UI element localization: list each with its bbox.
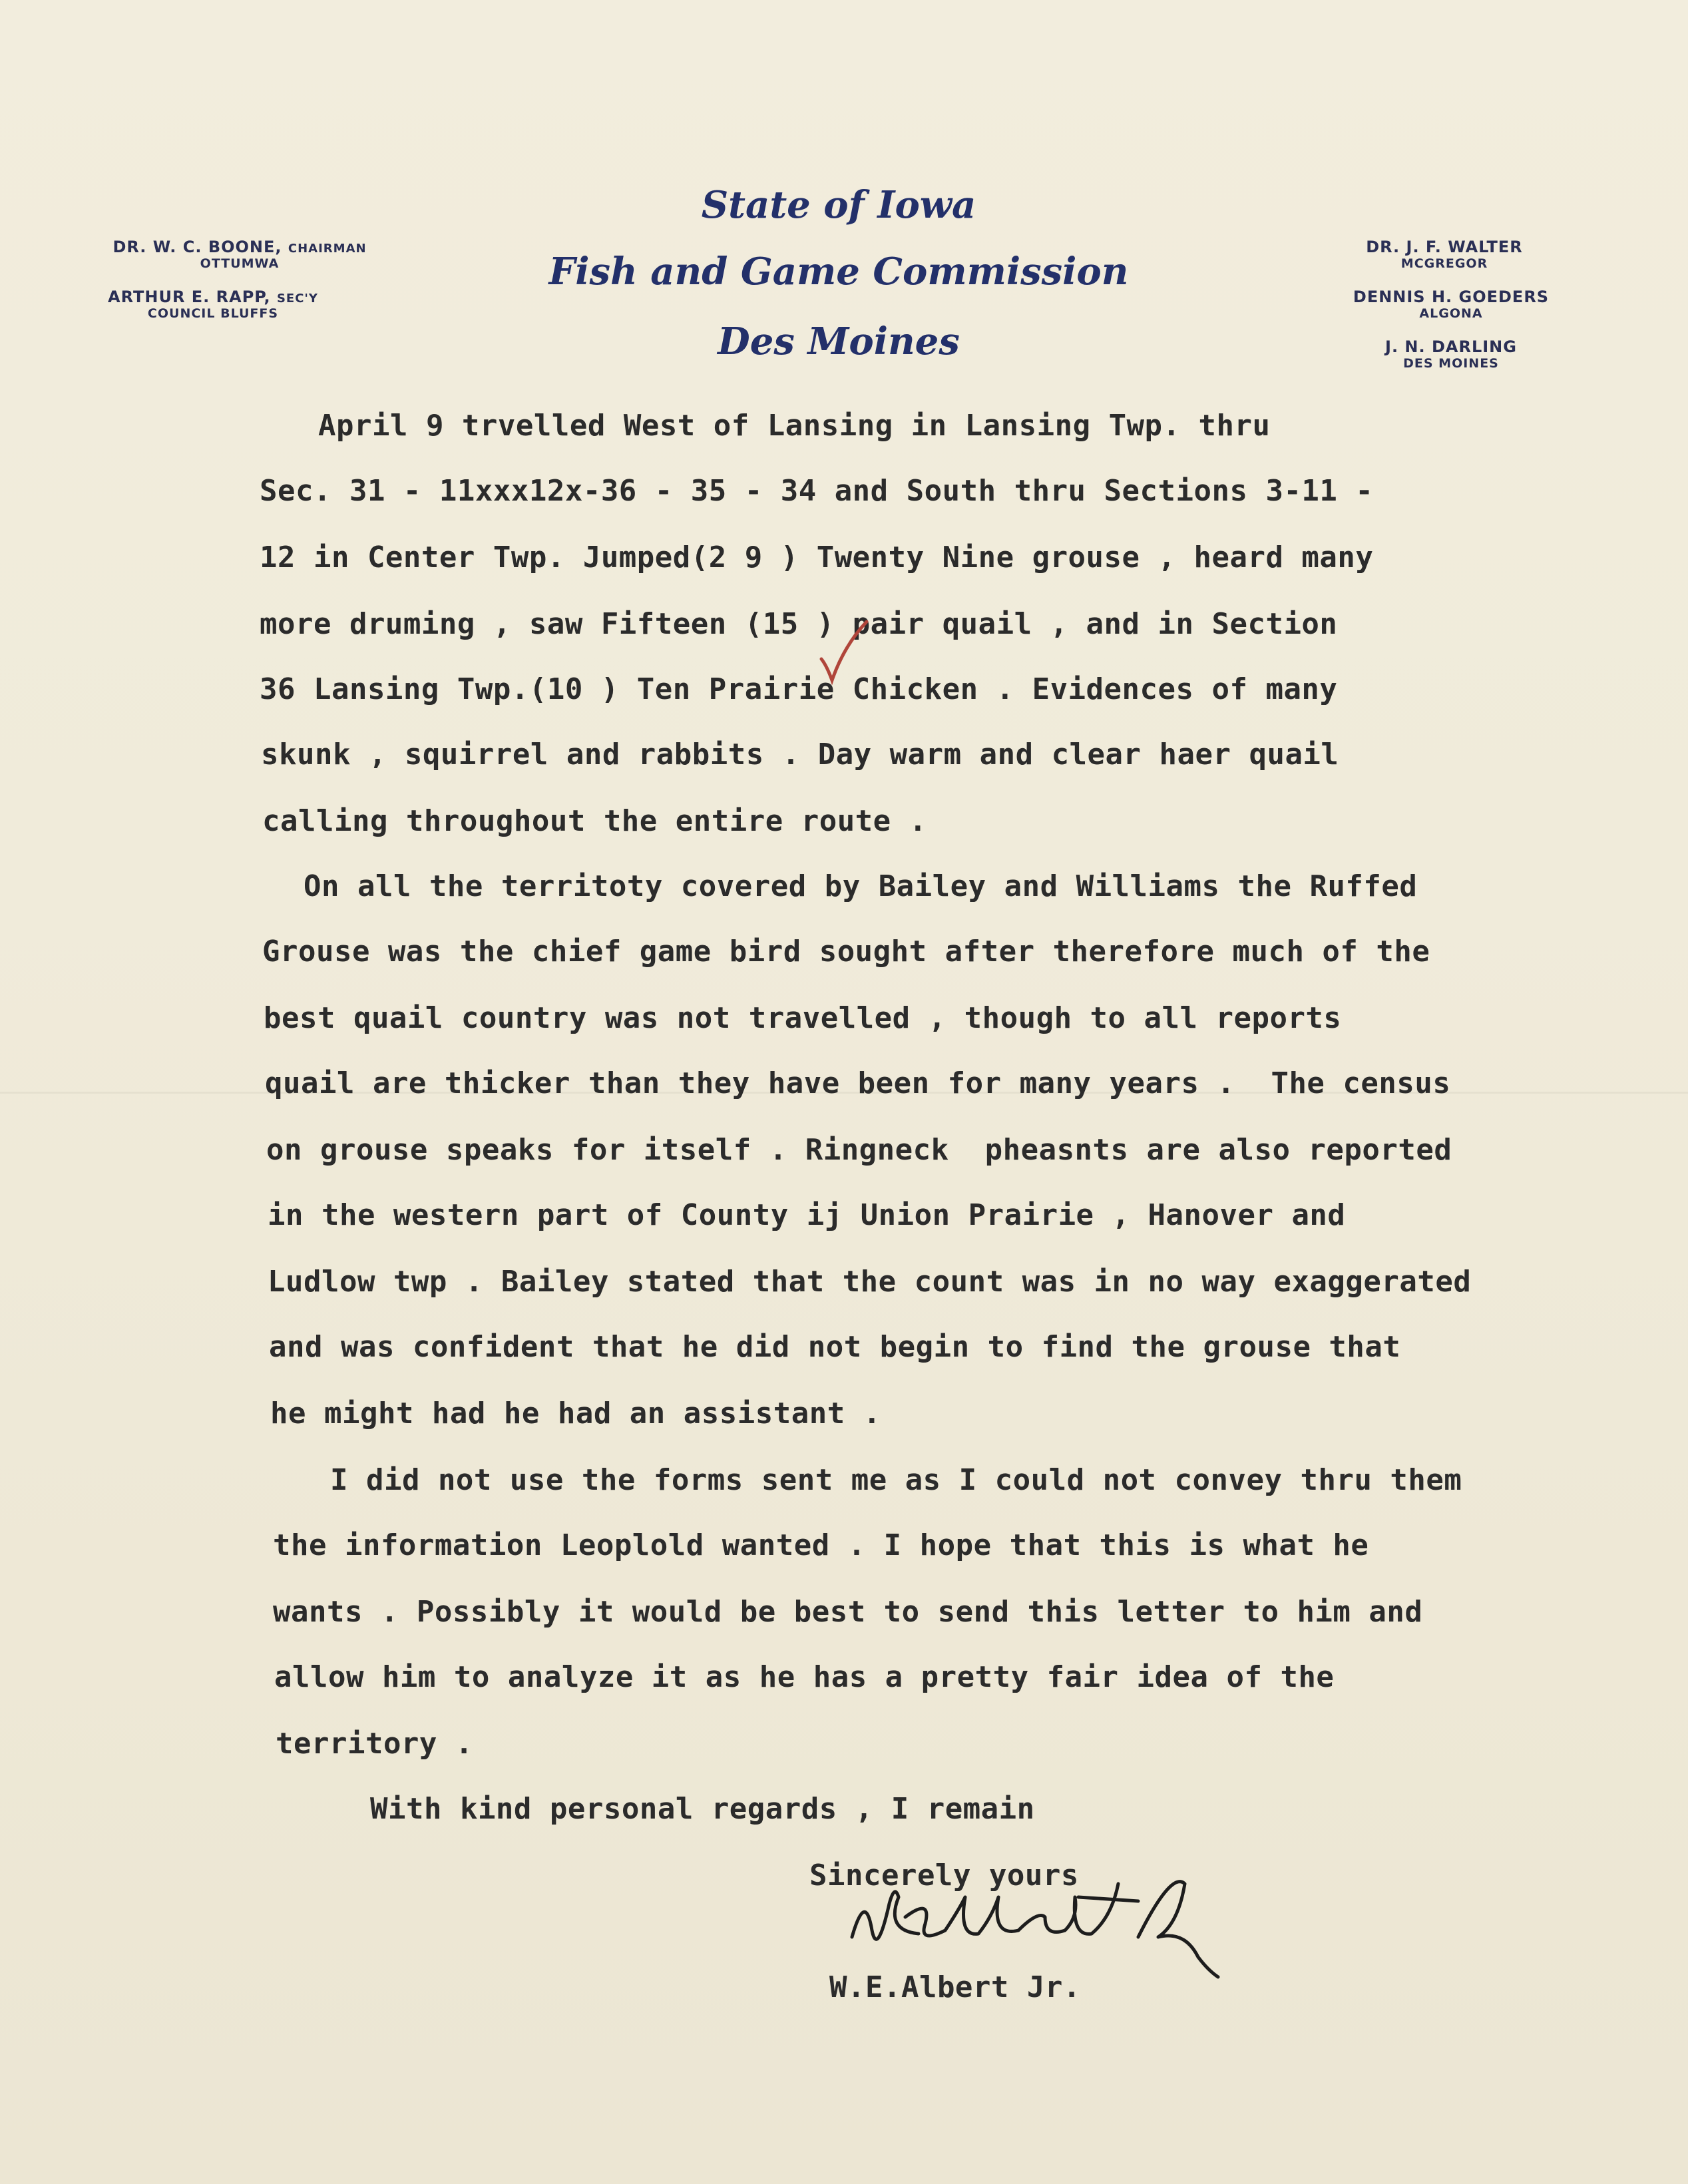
body-line: 12 in Center Twp. Jumped(2 9 ) Twenty Nine grouse , heard many <box>260 541 1374 574</box>
body-line: I did not use the forms sent me as I could not convey thru them <box>330 1463 1462 1497</box>
body-line: best quail country was not travelled , though to all reports <box>264 1001 1342 1035</box>
check-mark-icon <box>817 619 871 686</box>
body-line: 36 Lansing Twp.(10 ) Ten Prairie Chicken . Evidences of many <box>260 672 1338 706</box>
handwritten-signature <box>825 1857 1238 1990</box>
officer-name: ARTHUR E. RAPP, <box>108 288 271 306</box>
body-line: more druming , saw Fifteen (15 ) pair quail , and in Section <box>260 607 1338 641</box>
closing: Sincerely yours <box>809 1858 1079 1892</box>
body-line: skunk , squirrel and rabbits . Day warm and clear haer quail <box>261 738 1339 771</box>
officer-name: DR. W. C. BOONE, <box>112 238 282 256</box>
letterhead-commission: Fish and Game Commission <box>548 250 1129 294</box>
typed-name: W.E.Albert Jr. <box>829 1970 1081 2004</box>
officer-rapp <box>80 288 346 321</box>
body-line: On all the territoty covered by Bailey and Williams the Ruffed <box>304 869 1418 903</box>
body-line: the information Leoplold wanted . I hope that this is what he <box>273 1528 1369 1562</box>
body-line: and was confident that he did not begin to find the grouse that <box>269 1330 1401 1364</box>
officer-town: DES MOINES <box>1403 355 1499 371</box>
body-line: April 9 trvelled West of Lansing in Lansing Twp. thru <box>318 409 1271 443</box>
body-line: calling throughout the entire route . <box>262 804 927 838</box>
officer-name: DENNIS H. GOEDERS <box>1353 288 1550 306</box>
officer-name: DR. J. F. WALTER <box>1366 238 1523 256</box>
body-line: allow him to analyze it as he has a pretty fair idea of the <box>274 1660 1335 1694</box>
body-line: Grouse was the chief game bird sought after therefore much of the <box>262 935 1430 969</box>
body-line: Sec. 31 - 11xxx12x-36 - 35 - 34 and South thru Sections 3-11 - <box>260 474 1374 508</box>
officer-town: COUNCIL BLUFFS <box>147 306 279 321</box>
letterhead-city: Des Moines <box>718 320 960 363</box>
body-line: on grouse speaks for itself . Ringneck pheasnts are also reported <box>266 1133 1452 1167</box>
officer-darling <box>1351 338 1551 371</box>
officer-town: ALGONA <box>1419 306 1483 321</box>
body-line: in the western part of County ij Union Prairie , Hanover and <box>268 1198 1346 1232</box>
officer-goeders <box>1351 288 1551 321</box>
letterhead-state: State of Iowa <box>701 183 976 227</box>
body-line: quail are thicker than they have been for many years . The census <box>265 1066 1451 1100</box>
officer-role: SEC'Y <box>276 292 318 306</box>
body-line: he might had he had an assistant . <box>270 1397 881 1430</box>
officer-boone <box>87 238 393 271</box>
body-line: Ludlow twp . Bailey stated that the count was in no way exaggerated <box>268 1265 1472 1299</box>
officer-name: J. N. DARLING <box>1385 337 1517 356</box>
officer-walter <box>1345 238 1544 271</box>
body-line: wants . Possibly it would be best to send this letter to him and <box>273 1595 1423 1629</box>
officer-town: MCGREGOR <box>1400 256 1488 271</box>
body-line: With kind personal regards , I remain <box>370 1792 1035 1826</box>
officer-role: CHAIRMAN <box>288 242 367 256</box>
body-line: territory . <box>276 1727 473 1761</box>
officer-town: OTTUMWA <box>200 256 280 271</box>
